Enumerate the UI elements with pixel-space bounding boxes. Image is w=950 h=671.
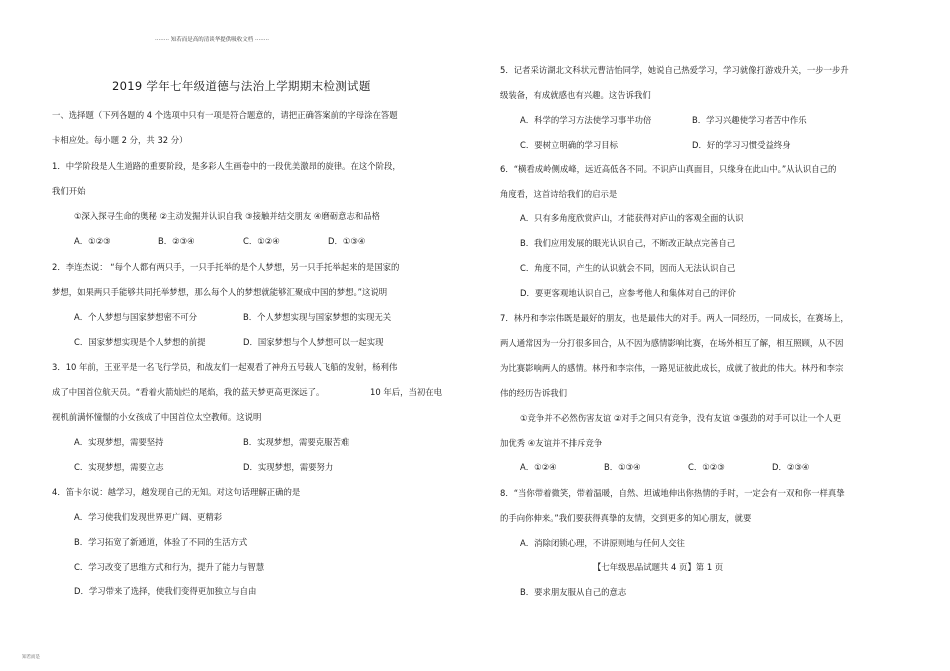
question-1-stem: 1．中学阶段是人生道路的重要阶段，是多彩人生画卷中的一段优美激昂的旋律。在这个阶段，: [52, 161, 401, 171]
question-1-option-D: D．①③④: [328, 236, 366, 246]
question-7-stem-end: 伟的经历告诉我们: [500, 388, 567, 398]
question-5-option-A: A．科学的学习方法使学习事半功倍: [520, 115, 652, 125]
question-3-stem-cont-right: 10 年后，当初在电: [370, 387, 442, 397]
question-2-option-D: D．国家梦想与个人梦想可以一起实现: [243, 337, 384, 347]
question-7-stem-cont1: 两人通常因为一分打很多回合，从不因为感情影响比赛，在场外相互了解，相互照顾，从不因: [500, 338, 844, 348]
question-5-option-C: C．要树立明确的学习目标: [520, 140, 618, 150]
question-6-option-B: B．我们应用发展的眼光认识自己，不断改正缺点完善自己: [520, 238, 736, 248]
question-7-stem-cont2: 为比赛影响两人的感情。林丹和李宗伟，一路见证彼此成长，成就了彼此的伟大。林丹和李宗: [500, 363, 844, 373]
section-instructions-line1: 一、选择题（下列各题的 4 个选项中只有一项是符合题意的，请把正确答案前的字母涂在答题: [52, 110, 398, 120]
question-6-option-A: A．只有多角度欣赏庐山，才能获得对庐山的客观全面的认识: [520, 213, 744, 223]
question-6-option-C: C．角度不同，产生的认识就会不同，因而人无法认识自己: [520, 263, 736, 273]
question-3-option-D: D．实现梦想，需要努力: [243, 462, 334, 472]
question-5-option-D: D．好的学习习惯受益终身: [692, 140, 791, 150]
question-3-stem-cont: 成了中国首位航天员。“看着火箭灿烂的尾焰，我的蓝天梦更高更深远了。: [52, 387, 325, 397]
question-8-stem-cont: 的手向你伸来。”我们要获得真挚的友情，交到更多的知心朋友，就要: [500, 513, 752, 523]
question-2-option-B: B．个人梦想实现与国家梦想的实现无关: [243, 312, 392, 322]
question-6-option-D: D．要更客观地认识自己，应参考他人和集体对自己的评价: [520, 288, 736, 298]
question-8-stem: 8．“当你带着微笑，带着温暖，自然、坦诚地伸出你热情的手时，一定会有一双和你一样真挚: [500, 488, 845, 498]
question-4-stem: 4．笛卡尔说：越学习，越发现自己的无知。对这句话理解正确的是: [52, 487, 301, 497]
question-1-option-A: A．①②③: [74, 236, 111, 246]
header-note: ········ 知若而是高的清谈华提供吸收文档 ········: [155, 37, 269, 43]
question-7-option-A: A．①②④: [520, 462, 557, 472]
question-7-option-D: D．②③④: [772, 462, 810, 472]
question-3-stem: 3．10 年前，王亚平是一名飞行学员，和战友们一起观看了神舟五号载人飞船的发射，杨利伟: [52, 362, 398, 372]
question-7-stem: 7．林丹和李宗伟既是最好的朋友，也是最伟大的对手。两人一同经历，一同成长，在赛场上，: [500, 313, 849, 323]
question-2-option-C: C．国家梦想实现是个人梦想的前提: [74, 337, 206, 347]
question-2-stem: 2．李连杰说： “每个人都有两只手，一只手托举的是个人梦想，另一只手托举起来的是国家的: [52, 262, 400, 272]
question-4-option-C: C．学习改变了思维方式和行为，提升了能力与智慧: [74, 562, 265, 572]
question-7-option-C: C．①②③: [688, 462, 725, 472]
question-1-option-B: B．②③④: [158, 236, 195, 246]
question-4-option-A: A．学习使我们发现世界更广阔、更精彩: [74, 512, 223, 522]
question-2-stem-cont: 梦想，如果两只手能够共同托举梦想，那么每个人的梦想就能够汇聚成中国的梦想。”这说明: [52, 287, 388, 297]
question-1-items: ①深入探寻生命的奥秘 ②主动发掘并认识自我 ③接触并结交朋友 ④磨砺意志和品格: [74, 211, 381, 221]
question-7-items-cont: 加优秀 ④友谊并不排斥竞争: [500, 438, 603, 448]
section-instructions-line2: 卡相应处。每小题 2 分，共 32 分）: [52, 135, 188, 145]
question-4-option-B: B．学习拓宽了新通道，体验了不同的生活方式: [74, 537, 248, 547]
question-3-option-A: A．实现梦想，需要坚持: [74, 437, 164, 447]
exam-title: 2019 学年七年级道德与法治上学期期末检测试题: [112, 79, 371, 93]
question-2-option-A: A．个人梦想与国家梦想密不可分: [74, 312, 197, 322]
question-6-stem: 6．“横看成岭侧成峰，远近高低各不同。不识庐山真面目，只缘身在此山中。”从认识自己的: [500, 164, 837, 174]
question-1-option-C: C．①②④: [243, 236, 280, 246]
question-5-option-B: B．学习兴趣使学习者苦中作乐: [692, 115, 807, 125]
question-8-option-B: B．要求朋友服从自己的意志: [520, 587, 627, 597]
question-8-option-A: A．消除闭锁心理，不讲原则地与任何人交往: [520, 538, 685, 548]
question-5-stem-cont: 级装备，有成就感也有兴趣。这告诉我们: [500, 90, 651, 100]
question-5-stem: 5．记者采访湖北文科状元曹洁怡同学，她说自己热爱学习，学习就像打游戏升关，一步一步升: [500, 65, 849, 75]
question-1-stem-cont: 我们开始: [52, 186, 86, 196]
question-3-stem-end: 视机前满怀憧憬的小女孩成了中国首位太空教师。这说明: [52, 412, 262, 422]
page-footer: 【七年级思品试题共 4 页】第 1 页: [593, 562, 724, 572]
question-3-option-C: C．实现梦想，需要立志: [74, 462, 164, 472]
question-7-items: ①竞争并不必然伤害友谊 ②对手之间只有竞争，没有友谊 ③强劲的对手可以让一个人更: [520, 413, 841, 423]
question-4-option-D: D．学习带来了选择，使我们变得更加独立与自由: [74, 586, 257, 596]
question-6-stem-cont: 角度看，这首诗给我们的启示是: [500, 189, 618, 199]
question-3-option-B: B．实现梦想，需要克服苦难: [243, 437, 350, 447]
footer-note: 知若而是: [22, 655, 40, 660]
question-7-option-B: B．①③④: [604, 462, 641, 472]
